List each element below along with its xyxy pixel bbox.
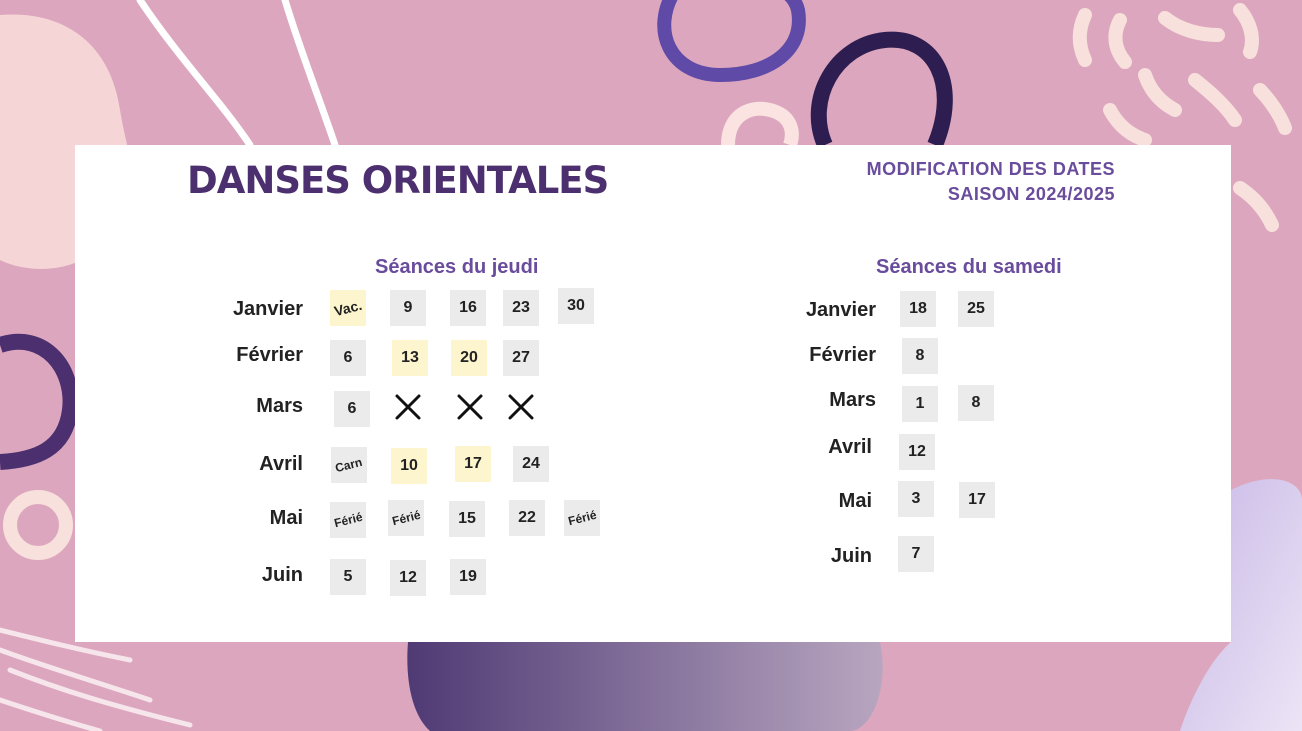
jeudi-date-cell: 13 [392, 340, 428, 376]
cancelled-cross-icon [390, 389, 426, 425]
jeudi-month-label: Avril [259, 453, 303, 475]
samedi-month-label: Janvier [805, 299, 876, 321]
jeudi-date-cell: 6 [330, 340, 366, 376]
jeudi-date-cell: 6 [334, 391, 370, 427]
cream-ring-shape [10, 497, 66, 553]
jeudi-date-cell: Férié [330, 502, 366, 538]
samedi-date-cell: 3 [898, 481, 934, 517]
jeudi-date-cell: Vac. [330, 290, 366, 326]
jeudi-date-cell: Carn [331, 447, 367, 483]
samedi-date-cell: 7 [898, 536, 934, 572]
jeudi-date-cell: Férié [388, 500, 424, 536]
subtitle-line-1: MODIFICATION DES DATES [866, 159, 1115, 179]
samedi-date-cell: 17 [959, 482, 995, 518]
samedi-month-label: Février [809, 344, 876, 366]
jeudi-date-cell: 5 [330, 559, 366, 595]
jeudi-date-cell: 20 [451, 340, 487, 376]
jeudi-date-cell: 10 [391, 448, 427, 484]
cancelled-cross-icon [503, 389, 539, 425]
samedi-month-label: Mai [838, 490, 872, 512]
samedi-date-cell: 1 [902, 386, 938, 422]
jeudi-month-label: Janvier [232, 298, 303, 320]
subtitle [867, 157, 1115, 207]
dark-loop-shape [819, 40, 945, 145]
samedi-date-cell: 25 [958, 291, 994, 327]
jeudi-section-title: Séances du jeudi [375, 256, 539, 278]
samedi-month-label: Mars [829, 389, 876, 411]
purple-gradient-blob-shape [407, 642, 882, 731]
samedi-date-cell: 8 [902, 338, 938, 374]
page-title: DANSES ORIENTALES [187, 159, 609, 202]
jeudi-date-cell: 30 [558, 288, 594, 324]
purple-loop-shape [664, 0, 799, 75]
jeudi-date-cell: 27 [503, 340, 539, 376]
white-stripe-shape [285, 0, 335, 145]
white-stripe-shape [140, 0, 250, 145]
jeudi-month-label: Mars [256, 395, 303, 417]
samedi-month-label: Juin [830, 545, 872, 567]
samedi-month-label: Avril [828, 436, 872, 458]
jeudi-date-cell: 16 [450, 290, 486, 326]
samedi-date-cell: 8 [958, 385, 994, 421]
jeudi-month-label: Février [236, 344, 303, 366]
jeudi-date-cell: 24 [513, 446, 549, 482]
samedi-section-title: Séances du samedi [876, 256, 1062, 278]
jeudi-date-cell: 19 [450, 559, 486, 595]
jeudi-date-cell: Férié [564, 500, 600, 536]
jeudi-date-cell: 12 [390, 560, 426, 596]
jeudi-date-cell: 15 [449, 501, 485, 537]
jeudi-date-cell: 17 [455, 446, 491, 482]
jeudi-date-cell: 9 [390, 290, 426, 326]
white-scribble-shape [0, 630, 190, 731]
jeudi-month-label: Juin [261, 564, 303, 586]
subtitle-line-2: SAISON 2024/2025 [947, 184, 1115, 204]
cream-ring-shape [728, 109, 792, 145]
schedule-card [75, 145, 1231, 642]
jeudi-date-cell: 23 [503, 290, 539, 326]
dark-arc-shape [0, 342, 71, 462]
samedi-date-cell: 18 [900, 291, 936, 327]
samedi-date-cell: 12 [899, 434, 935, 470]
jeudi-month-label: Mai [269, 507, 303, 529]
cancelled-cross-icon [452, 389, 488, 425]
jeudi-date-cell: 22 [509, 500, 545, 536]
